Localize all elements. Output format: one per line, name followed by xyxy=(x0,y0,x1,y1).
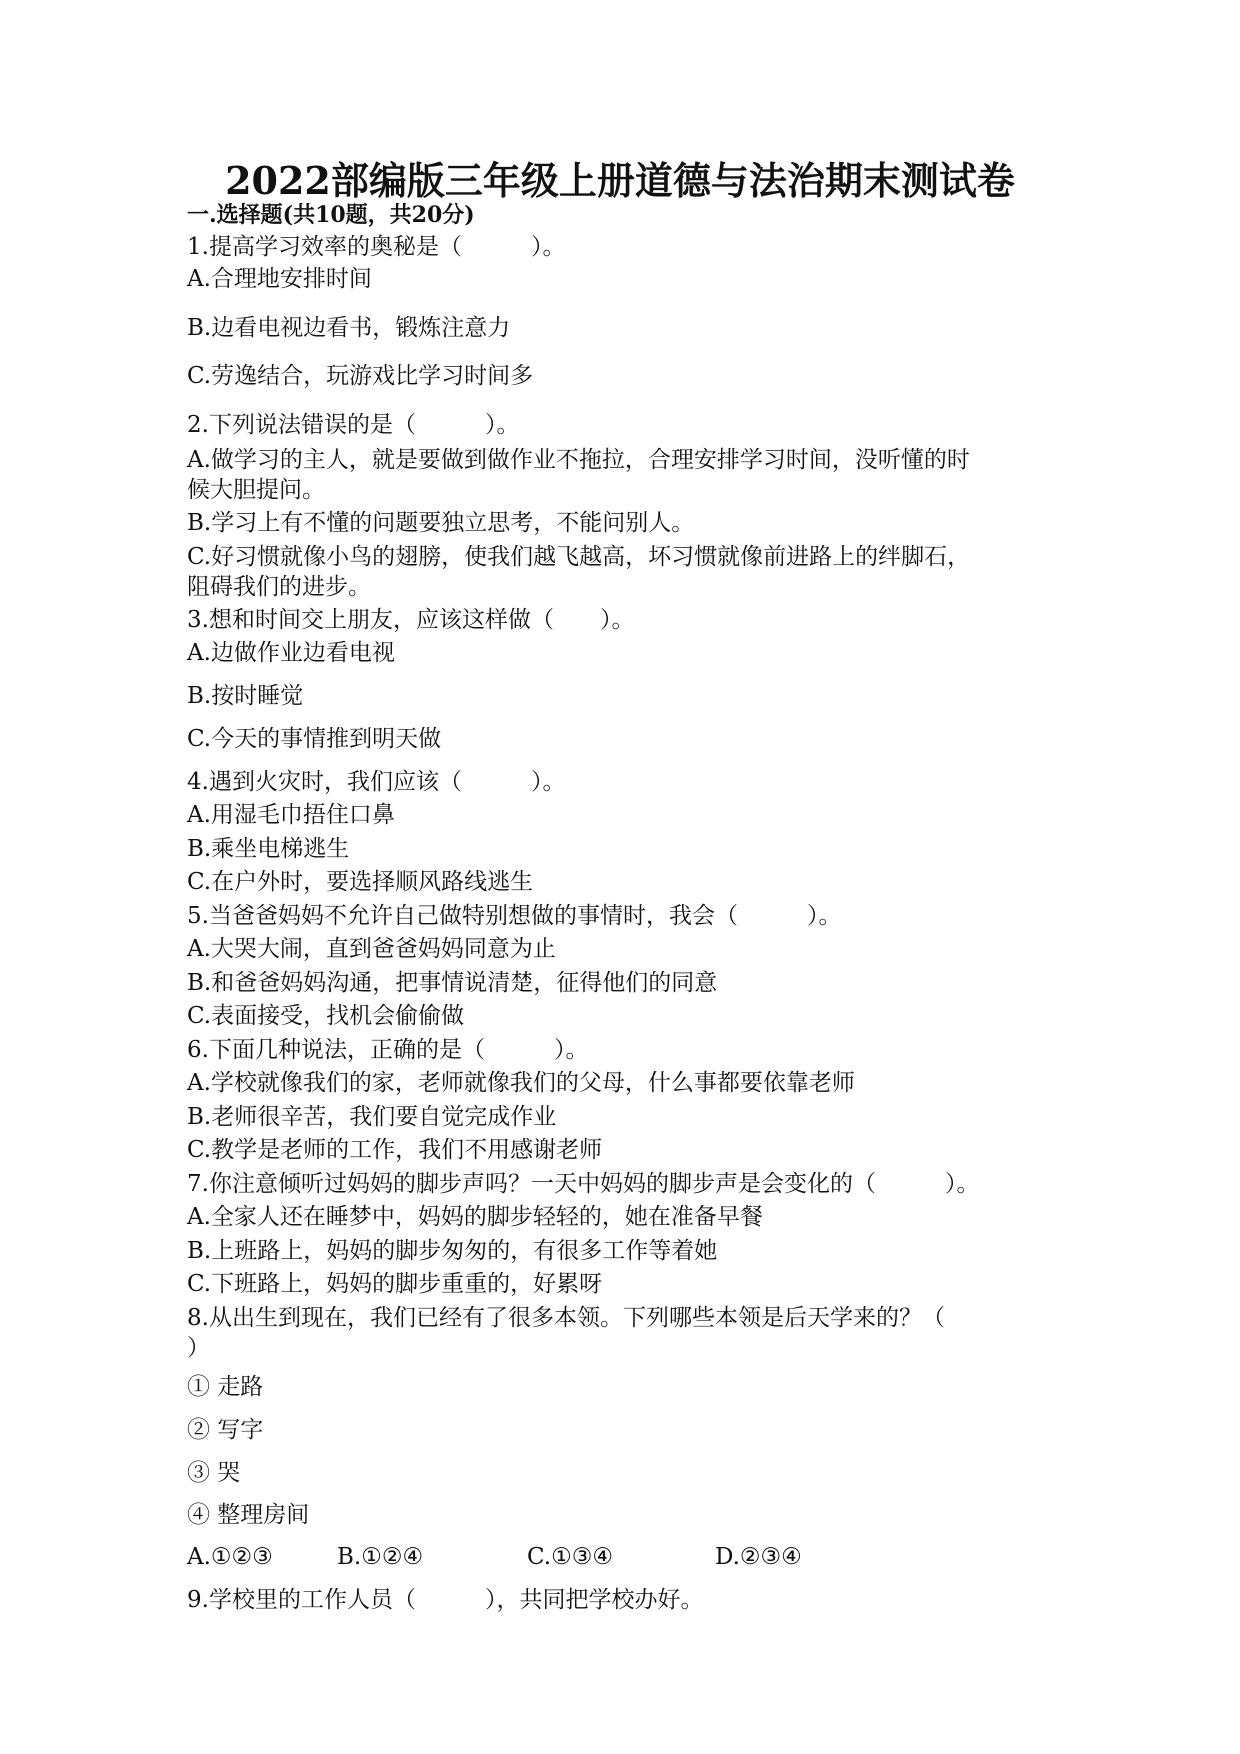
page-title: 2022部编版三年级上册道德与法治期末测试卷 xyxy=(225,158,1015,203)
option-line: A.学校就像我们的家，老师就像我们的父母，什么事都要依靠老师 xyxy=(187,1070,855,1096)
option-b: B.①②④ xyxy=(337,1544,424,1570)
question-9: 9.学校里的工作人员（ ），共同把学校办好。 xyxy=(187,1587,704,1613)
question-3: 3.想和时间交上朋友，应该这样做（ ）。 xyxy=(187,607,635,633)
option-line: B.边看电视边看书，锻炼注意力 xyxy=(187,315,511,341)
option-line: B.学习上有不懂的问题要独立思考，不能问别人。 xyxy=(187,510,695,536)
option-a: A.①②③ xyxy=(187,1544,273,1570)
question-4: 4.遇到火灾时，我们应该（ ）。 xyxy=(187,769,566,795)
question-7: 7.你注意倾听过妈妈的脚步声吗？一天中妈妈的脚步声是会变化的（ ）。 xyxy=(187,1171,980,1197)
option-line-cont: 候大胆提问。 xyxy=(187,477,325,503)
option-line-cont: 阻碍我们的进步。 xyxy=(187,574,371,600)
option-line: C.今天的事情推到明天做 xyxy=(187,726,442,752)
question-2: 2.下列说法错误的是（ ）。 xyxy=(187,412,520,438)
q8-options-row xyxy=(187,1544,1087,1576)
option-line: B.老师很辛苦，我们要自觉完成作业 xyxy=(187,1104,557,1130)
option-c: C.①③④ xyxy=(527,1544,613,1570)
option-line: B.和爸爸妈妈沟通，把事情说清楚，征得他们的同意 xyxy=(187,970,718,996)
option-line: C.好习惯就像小鸟的翅膀，使我们越飞越高，坏习惯就像前进路上的绊脚石， xyxy=(187,544,971,570)
option-line: C.表面接受，找机会偷偷做 xyxy=(187,1003,465,1029)
option-line: A.用湿毛巾捂住口鼻 xyxy=(187,802,395,828)
item-line: ④ 整理房间 xyxy=(187,1502,310,1528)
section-heading: 一.选择题(共10题，共20分) xyxy=(187,202,475,228)
question-1: 1.提高学习效率的奥秘是（ ）。 xyxy=(187,234,566,260)
option-line: C.下班路上，妈妈的脚步重重的，好累呀 xyxy=(187,1271,603,1297)
item-line: ① 走路 xyxy=(187,1374,264,1400)
question-8-cont: ） xyxy=(187,1335,210,1361)
option-line: B.乘坐电梯逃生 xyxy=(187,836,350,862)
option-line: A.大哭大闹，直到爸爸妈妈同意为止 xyxy=(187,936,556,962)
option-line: A.合理地安排时间 xyxy=(187,266,372,292)
option-line: A.全家人还在睡梦中，妈妈的脚步轻轻的，她在准备早餐 xyxy=(187,1204,763,1230)
item-line: ② 写字 xyxy=(187,1417,264,1443)
option-line: A.做学习的主人，就是要做到做作业不拖拉，合理安排学习时间，没听懂的时 xyxy=(187,447,970,473)
question-6: 6.下面几种说法，正确的是（ ）。 xyxy=(187,1037,589,1063)
option-line: B.上班路上，妈妈的脚步匆匆的，有很多工作等着她 xyxy=(187,1238,718,1264)
option-line: C.在户外时，要选择顺风路线逃生 xyxy=(187,869,534,895)
option-line: C.劳逸结合，玩游戏比学习时间多 xyxy=(187,363,534,389)
item-line: ③ 哭 xyxy=(187,1460,241,1486)
option-line: A.边做作业边看电视 xyxy=(187,640,395,666)
option-d: D.②③④ xyxy=(715,1544,802,1570)
option-line: C.教学是老师的工作，我们不用感谢老师 xyxy=(187,1137,603,1163)
question-5: 5.当爸爸妈妈不允许自己做特别想做的事情时，我会（ ）。 xyxy=(187,903,842,929)
question-8: 8.从出生到现在，我们已经有了很多本领。下列哪些本领是后天学来的？（ xyxy=(187,1305,945,1331)
option-line: B.按时睡觉 xyxy=(187,683,304,709)
